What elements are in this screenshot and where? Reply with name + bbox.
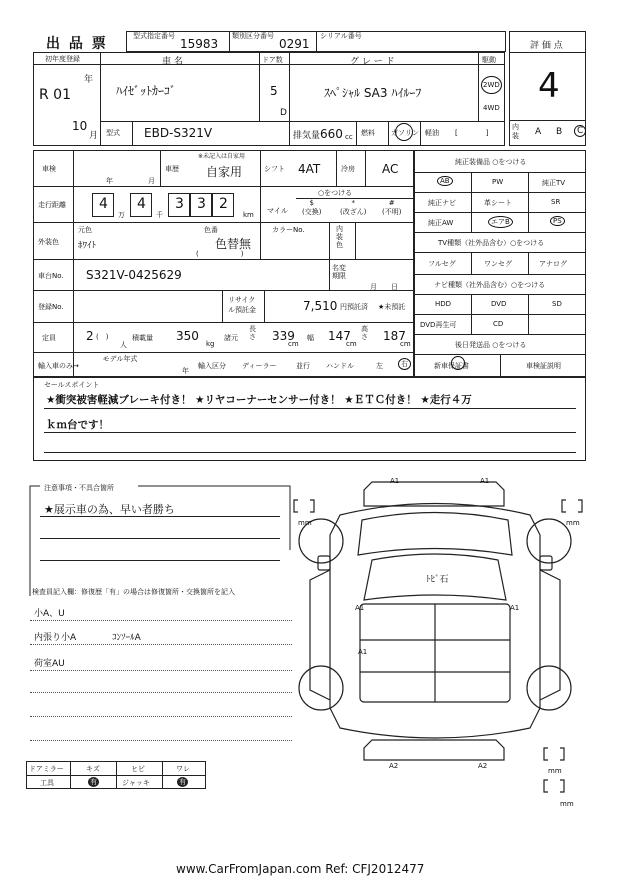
tv-oneseg: ワンセグ (484, 260, 512, 268)
sheet-title: 出 品 票 (46, 36, 108, 52)
legend-break: ワレ (176, 765, 190, 773)
type-value: EBD-S321V (144, 126, 213, 140)
import-label: 輸入車のみ→ (38, 362, 79, 370)
navi-hdd: HDD (435, 300, 452, 308)
width-value: 147 (328, 329, 351, 343)
color-no-label: カラーNo. (272, 226, 305, 234)
notes-label: 注意事項・不具合箇所 (44, 484, 114, 492)
navi-type-label: ナビ種類（社外品含む）○をつける (434, 281, 546, 289)
inspection-month: 月 (148, 177, 155, 185)
usage-label: 車歴 (165, 165, 179, 173)
capacity-unit: 人 (120, 341, 127, 349)
legend-tools: 工具 (40, 779, 54, 787)
right-label: 右 (398, 358, 411, 370)
mileage-label: 走行距離 (38, 201, 66, 209)
model-designation-value: 15983 (180, 37, 219, 51)
exterior-label: 外装色 (38, 238, 59, 246)
doors-suffix: D (280, 108, 287, 118)
legend-jack: ジャッキ (122, 779, 150, 787)
footer-reference: www.CarFromJapan.com Ref: CFJ2012477 (176, 862, 425, 876)
tv-fullseg: フルセグ (428, 260, 456, 268)
doors-value: 5 (270, 84, 278, 98)
usage-value: 自家用 (206, 165, 243, 179)
equip-aw: 純正AW (428, 219, 454, 227)
mileage-unit: km (243, 211, 254, 219)
interior-grade-c: C (574, 125, 586, 137)
shift-value: 4AT (298, 162, 321, 176)
dealer-label: ディーラー (242, 362, 277, 370)
capacity-label: 定員 (42, 334, 56, 342)
capacity-value: 2 (86, 329, 94, 343)
first-reg-label: 初年度登録 (45, 55, 80, 63)
mileage-digit-2: 4 (137, 196, 146, 212)
equip-ps: PS (550, 216, 565, 226)
equip-ab: AB (437, 176, 453, 186)
ac-value: AC (382, 162, 399, 176)
sales-point-label: セールスポイント (44, 381, 100, 389)
tv-analog: アナログ (539, 260, 567, 268)
score-label: 評 価 点 (530, 41, 563, 51)
displacement-unit: cc (345, 133, 353, 141)
chassis-label: 車台No. (38, 272, 64, 280)
color-code-label: 色番 (204, 226, 218, 234)
inspection-label: 車検 (42, 165, 56, 173)
inspector-label: 検査員記入欄：修復歴「有」の場合は修復箇所・交換箇所を記入 (32, 588, 235, 596)
equip-leather: 革シート (484, 199, 512, 207)
car-name-label: 車 名 (162, 57, 183, 67)
model-year-label: モデル年式 (102, 355, 138, 363)
altered-label: * (改ざん) (340, 199, 367, 216)
equip-pw: PW (492, 178, 504, 186)
recycle-unpaid: ★未預託 (378, 303, 406, 311)
dims-label: 諸元 (224, 334, 238, 342)
navi-cd: CD (493, 320, 504, 328)
height-label: 高さ (361, 325, 368, 341)
first-reg-month: 10 (72, 119, 88, 133)
sales-point-line1: ★衝突被害軽減ブレーキ付き！ ★リヤコーナーセンサー付き！ ★ＥＴＣ付き！ ★走行４万 (46, 394, 472, 406)
name-change-label: 名変期限 (332, 264, 346, 280)
recycle-value: 7,510 (303, 299, 338, 313)
recycle-paid: 円預託済 (340, 303, 368, 311)
orig-color-label: 元色 (78, 226, 92, 234)
mileage-sen: 千 (156, 211, 163, 219)
equip-navi: 純正ナビ (428, 199, 456, 207)
equip-sr: SR (551, 198, 561, 206)
ac-label: 冷房 (341, 165, 355, 173)
damage-mark-side-right: A1 (510, 604, 520, 612)
damage-mark-side-left: A1 (355, 604, 365, 612)
registration-label: 登録No. (38, 303, 64, 311)
mileage-digit-1: 4 (99, 196, 108, 212)
notes-line1: ★展示車の為、早い者勝ち (44, 503, 175, 516)
left-label: 左 (376, 362, 383, 370)
unknown-label: # (不明) (382, 199, 402, 216)
model-designation-label: 型式指定番号 (133, 32, 175, 40)
color-change-value: 色替無 (215, 237, 252, 251)
mileage-digit-3: 3 (175, 196, 184, 212)
orig-color-value: ﾎﾜｲﾄ (78, 241, 97, 251)
later-warranty: 新車保証書 (434, 362, 469, 370)
legend-mirror: ドアミラー (29, 765, 64, 773)
color-paren: ( ) (196, 250, 244, 258)
legend-jack-present: 有 (179, 778, 186, 786)
load-value: 350 (176, 329, 199, 343)
length-unit: cm (288, 340, 299, 348)
fuel-label: 燃料 (361, 129, 375, 137)
sales-point-line2: ｋｍ台です！ (46, 419, 109, 431)
first-reg-year-suffix: 年 (84, 75, 94, 85)
damage-mark-chip: ﾄﾋﾞ石 (426, 575, 449, 585)
navi-dvd-play: DVD再生可 (420, 321, 457, 329)
displacement-label: 排気量 (293, 131, 321, 141)
inspector-item-3: 荷室AU (34, 659, 65, 669)
mileage-man: 万 (118, 211, 125, 219)
usage-note: ※未記入は自家用 (198, 153, 246, 160)
later-items-label: 後日発送品 ○をつける (455, 341, 527, 349)
width-unit: cm (346, 340, 357, 348)
damage-mark-front-left: A1 (390, 477, 400, 485)
tire-unit-rl: mm (548, 767, 562, 775)
drive-2wd: 2WD (481, 76, 502, 94)
category-label: 類別区分番号 (232, 32, 274, 40)
car-name-value: ﾊｲｾﾞｯﾄｶｰｺﾞ (116, 84, 177, 98)
equip-tv: 純正TV (542, 179, 566, 187)
exchange-label: $ (交換) (302, 199, 322, 216)
width-label: 幅 (307, 334, 314, 342)
damage-mark-front-right: A1 (480, 477, 490, 485)
type-label: 型式 (106, 129, 120, 137)
chassis-value: S321V-0425629 (86, 268, 182, 282)
shift-label: シフト (264, 165, 285, 173)
inspector-item-1: 小A、U (34, 609, 65, 619)
serial-label: シリアル番号 (320, 32, 362, 40)
mileage-check-label: ○をつける (318, 189, 353, 197)
name-change-date: 月 日 (370, 283, 398, 291)
interior-grade-a: A (535, 127, 542, 137)
height-value: 187 (383, 329, 406, 343)
inspection-year: 年 (106, 177, 113, 185)
import-class-label: 輸入区分 (198, 362, 226, 370)
mileage-digit-4: 3 (197, 196, 206, 212)
navi-sd: SD (552, 300, 562, 308)
parallel-label: 並行 (296, 362, 310, 370)
tire-unit-rr: mm (560, 800, 574, 808)
doors-label: ドア数 (262, 56, 283, 64)
factory-equip-label: 純正装備品 ○をつける (455, 158, 527, 166)
damage-mark-rear-door: A1 (358, 648, 368, 656)
displacement-value: 660 (320, 127, 343, 141)
diesel-label: 軽油 (425, 129, 439, 137)
first-reg-era: R 01 (39, 87, 71, 103)
interior-label: 内装 (512, 123, 519, 140)
interior-color-label: 内装色 (336, 225, 343, 249)
tire-unit-fr: mm (566, 519, 580, 527)
first-reg-month-suffix: 月 (89, 131, 99, 141)
mile-label: マイル (267, 207, 288, 215)
handle-label: ハンドル (326, 362, 354, 370)
inspector-item-2: 内張り小A ｺﾝｿｰﾙA (34, 633, 141, 643)
legend-crack: ヒビ (131, 765, 145, 773)
fuel-gasoline: ガソリン (391, 129, 419, 137)
equip-airbag: エアB (488, 216, 513, 228)
score-value: 4 (538, 66, 560, 106)
legend-scratch: キズ (86, 765, 100, 773)
tire-unit-fl: mm (298, 519, 312, 527)
length-label: 長さ (249, 325, 256, 341)
mileage-digit-5: 2 (219, 196, 228, 212)
navi-dvd: DVD (491, 300, 507, 308)
interior-grade-b: B (556, 127, 563, 137)
capacity-paren: ( ) (96, 333, 109, 341)
grade-value: ｽﾍﾟｼｬﾙ SA3 ﾊｲﾙｰﾌ (324, 86, 422, 100)
later-inspection-cert: 車検証説明 (526, 362, 561, 370)
height-unit: cm (400, 340, 411, 348)
drive-label: 駆動 (482, 56, 496, 64)
drive-4wd: 4WD (483, 104, 500, 112)
tv-type-label: TV種類（社外品含む）○をつける (438, 239, 545, 247)
model-year-unit: 年 (182, 367, 189, 375)
load-label: 積載量 (132, 334, 153, 342)
damage-mark-rear-left: A2 (389, 762, 399, 770)
recycle-label: リサイクル預託金 (228, 296, 256, 314)
legend-tools-present: 有 (90, 778, 97, 786)
category-value: 0291 (279, 37, 310, 51)
grade-label: グ レ ー ド (350, 57, 395, 67)
length-value: 339 (272, 329, 295, 343)
damage-mark-rear-right: A2 (478, 762, 488, 770)
load-unit: kg (206, 340, 215, 348)
